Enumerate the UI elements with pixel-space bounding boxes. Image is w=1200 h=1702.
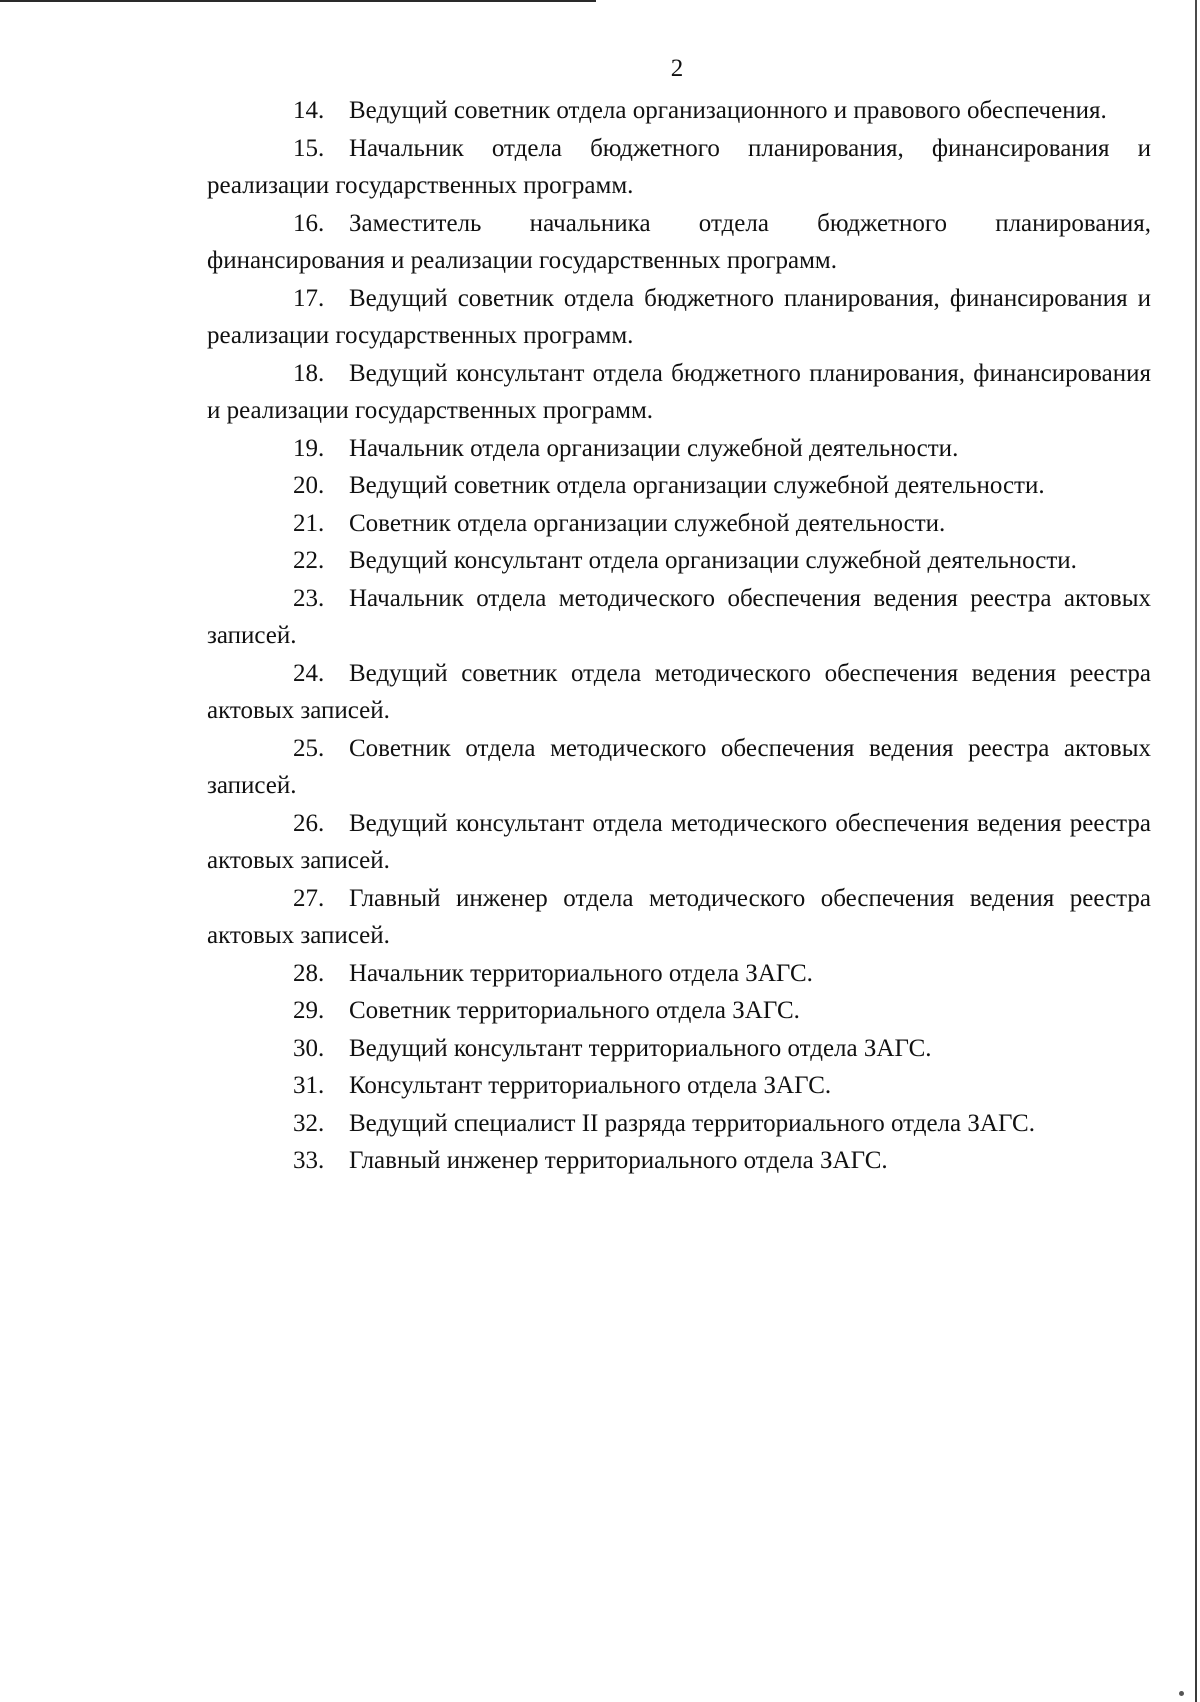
item-number: 29. [293, 997, 325, 1024]
item-number: 16. [293, 209, 325, 237]
item-text: Ведущий консультант территориального отдела ЗАГС. [349, 1034, 932, 1062]
list-item [207, 205, 1151, 280]
list-item [207, 1142, 1151, 1180]
list-item [207, 955, 1151, 993]
item-number: 23. [293, 584, 325, 612]
list-item [207, 92, 1151, 130]
list-item [207, 730, 1151, 805]
list-item [207, 355, 1151, 430]
item-text: Советник территориального отдела ЗАГС. [349, 997, 800, 1024]
item-text: Ведущий консультант отдела бюджетного планирования, финансирования и реализации государственных программ. [207, 359, 1151, 424]
item-text: Главный инженер территориального отдела ЗАГС. [349, 1147, 888, 1174]
item-text: Ведущий консультант отдела методического обеспечения ведения реестра актовых записей. [207, 809, 1151, 874]
list-item [207, 880, 1151, 955]
item-number: 19. [293, 434, 325, 462]
document-body [207, 92, 1151, 1180]
item-number: 33. [293, 1147, 325, 1174]
item-text: Ведущий консультант отдела организации служебной деятельности. [349, 547, 1077, 574]
item-number: 22. [293, 547, 325, 574]
item-number: 14. [293, 97, 325, 124]
item-number: 17. [293, 284, 325, 312]
item-number: 18. [293, 359, 325, 387]
scan-top-edge [0, 0, 596, 2]
item-text: Начальник отдела бюджетного планирования, финансирования и реализации государственных программ. [207, 134, 1151, 199]
item-text: Ведущий советник отдела методического обеспечения ведения реестра актовых записей. [207, 659, 1151, 724]
item-number: 20. [293, 472, 325, 499]
item-text: Начальник отдела методического обеспечения ведения реестра актовых записей. [207, 584, 1151, 649]
page-number: 2 [670, 55, 684, 82]
item-text: Советник отдела организации служебной деятельности. [349, 509, 946, 537]
list-item [207, 1105, 1151, 1143]
item-text: Советник отдела методического обеспечения ведения реестра актовых записей. [207, 734, 1151, 799]
scan-dot [1179, 1691, 1184, 1696]
item-text: Главный инженер отдела методического обеспечения ведения реестра актовых записей. [207, 884, 1151, 949]
list-item [207, 280, 1151, 355]
list-item [207, 430, 1151, 468]
item-number: 24. [293, 659, 325, 687]
scan-right-edge [1195, 0, 1197, 1702]
item-number: 32. [293, 1109, 325, 1137]
item-text: Ведущий советник отдела бюджетного планирования, финансирования и реализации государственных программ. [207, 284, 1151, 349]
list-item [207, 130, 1151, 205]
item-number: 30. [293, 1034, 325, 1062]
item-text: Ведущий специалист II разряда территориального отдела ЗАГС. [349, 1109, 1035, 1137]
item-number: 21. [293, 509, 325, 537]
item-number: 26. [293, 809, 325, 837]
list-item [207, 655, 1151, 730]
item-number: 15. [293, 134, 325, 162]
list-item [207, 505, 1151, 543]
list-item [207, 1030, 1151, 1068]
item-number: 27. [293, 884, 325, 912]
item-text: Консультант территориального отдела ЗАГС. [349, 1072, 832, 1099]
item-number: 25. [293, 734, 325, 762]
list-item [207, 467, 1151, 505]
list-item [207, 1067, 1151, 1105]
item-text: Заместитель начальника отдела бюджетного планирования, финансирования и реализации государственных программ. [207, 209, 1151, 274]
item-text: Ведущий советник отдела организации служебной деятельности. [349, 472, 1045, 499]
item-text: Начальник отдела организации служебной деятельности. [349, 434, 959, 462]
item-text: Начальник территориального отдела ЗАГС. [349, 959, 813, 987]
item-number: 28. [293, 959, 325, 987]
list-item [207, 542, 1151, 580]
item-number: 31. [293, 1072, 325, 1099]
item-text: Ведущий советник отдела организационного и правового обеспечения. [349, 97, 1107, 124]
list-item [207, 580, 1151, 655]
list-item [207, 992, 1151, 1030]
list-item [207, 805, 1151, 880]
